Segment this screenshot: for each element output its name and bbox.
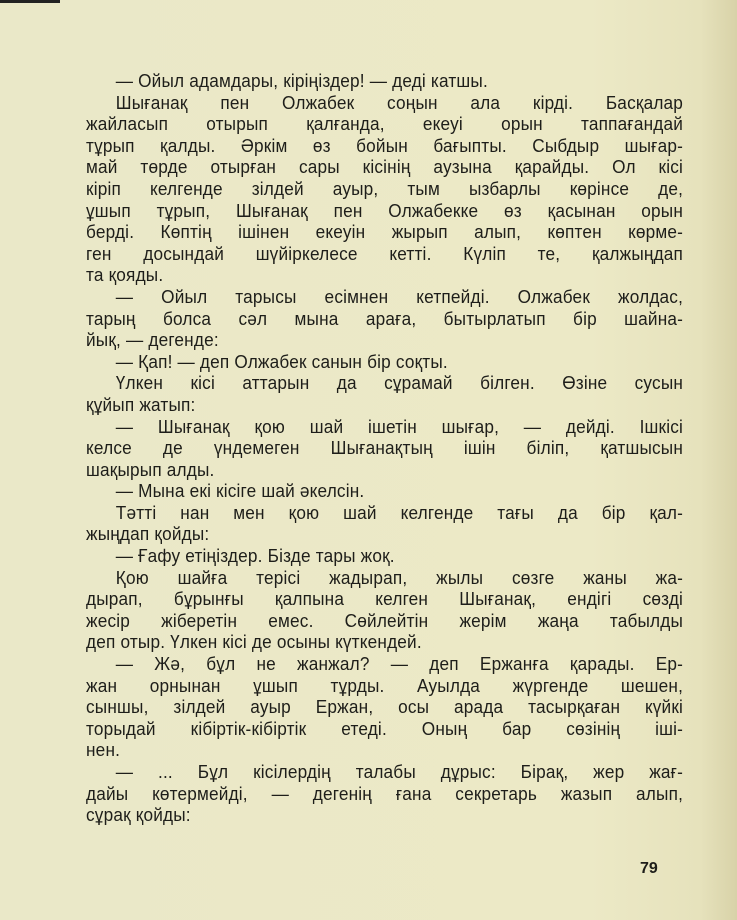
text-line: — Мына екі кісіге шай әкелсін. (115, 480, 365, 502)
text-line: торыдай кібіртік-кібіртік етеді. Оның бар сөзінің іші- (86, 717, 684, 739)
text-line: келсе де үндемеген Шығанақтың ішін біліп, қатшысын (86, 437, 684, 459)
scan-edge-mark (0, 0, 60, 3)
text-line: Шығанақ пен Олжабек соңын ала кірді. Басқалар (115, 91, 684, 113)
text-line: құйып жатып: (86, 393, 196, 415)
text-line: Үлкен кісі аттарын да сұрамай білген. Өзіне сусын (115, 372, 684, 394)
text-line: кіріп келгенде зілдей ауыр, тым ызбарлы көрінсе де, (86, 177, 684, 199)
text-line: — Ойыл тарысы есімнен кетпейді. Олжабек жолдас, (115, 285, 684, 307)
text-line: — Ойыл адамдары, кіріңіздер! — деді катшы. (115, 70, 488, 91)
text-line: тұрып қалды. Әркім өз бойын бағыпты. Сыбдыр шығар- (86, 134, 684, 156)
text-line: — Ғафу етіңіздер. Бізде тары жоқ. (115, 545, 395, 567)
text-line: сұрақ қойды: (86, 804, 191, 826)
text-line: — Қап! — деп Олжабек санын бір соқты. (115, 350, 448, 372)
text-line: деп отыр. Үлкен кісі де осыны күткендей. (86, 631, 422, 653)
text-line: тарың болса сәл мына араға, бытырлатып бір шайна- (86, 307, 684, 329)
text-line: сыншы, зілдей ауыр Ержан, осы арада тасырқаған күйкі (86, 696, 684, 718)
page-number: 79 (640, 860, 658, 877)
text-line: жан орнынан ұшып тұрды. Ауылда жүргенде шешен, (86, 674, 684, 696)
text-line: май төрде отырған сары кісінің аузына қарайды. Ол кісі (86, 156, 684, 178)
text-line: шақырып алды. (86, 458, 215, 480)
text-line: берді. Көптің ішінен екеуін жырып алып, көптен көрме- (86, 221, 684, 243)
text-line: нен. (86, 739, 121, 761)
text-line: дырап, бұрынғы қалпына келген Шығанақ, ендігі сөзді (86, 588, 684, 610)
text-line: — Жә, бұл не жанжал? — деп Ержанға қарады. Ер- (115, 653, 684, 675)
text-line: йық, — дегенде: (86, 329, 219, 351)
text-line: та қояды. (86, 264, 164, 286)
text-line: жесір жіберетін емес. Сөйлейтін жерім жаңа табылды (86, 609, 684, 631)
text-line: Тәтті нан мен қою шай келгенде тағы да бір қал- (115, 501, 684, 523)
text-line: ген досындай шүйіркелесе кетті. Күліп те, қалжыңдап (86, 242, 684, 264)
page-body-text (86, 70, 683, 826)
text-line: Қою шайға терісі жадырап, жылы сөзге жаны жа- (115, 566, 684, 588)
text-line: — ... Бұл кісілердің талабы дұрыс: Бірақ, жер жағ- (115, 761, 684, 782)
text-line: жайласып отырып қалғанда, екеуі орын таппағандай (86, 113, 684, 135)
text-line: дайы көтермейді, — дегенің ғана секретарь жазып алып, (86, 782, 684, 804)
text-line: — Шығанақ қою шай ішетін шығар, — дейді. Ішкісі (115, 415, 684, 437)
text-line: ұшып тұрып, Шығанақ пен Олжабекке өз қасынан орын (86, 199, 684, 221)
text-line: жыңдап қойды: (86, 523, 210, 545)
